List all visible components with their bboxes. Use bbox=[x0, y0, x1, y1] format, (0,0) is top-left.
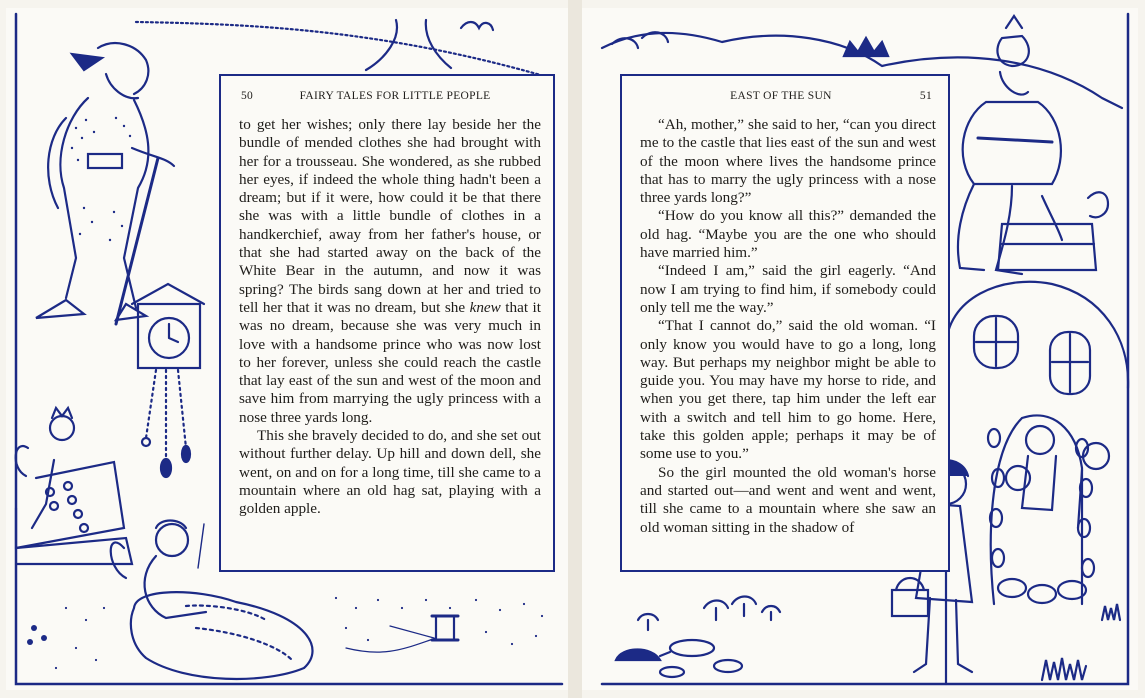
left-running-head bbox=[241, 90, 537, 102]
right-page-number: 51 bbox=[919, 90, 932, 102]
grass-tuft bbox=[1042, 658, 1086, 680]
book-gutter bbox=[568, 0, 582, 698]
left-text-panel bbox=[219, 74, 555, 572]
old-man-stipple bbox=[71, 117, 131, 241]
left-page bbox=[6, 8, 568, 690]
spool-of-thread bbox=[346, 616, 458, 652]
ground-stipple bbox=[27, 597, 543, 669]
left-body-text bbox=[239, 116, 541, 519]
right-paragraph-4: “That I cannot do,” said the old woman. “I only know you would have to go a long, long way. But perhaps my neighbor might be able to guide you. You may have my horse to ride, and when you get there, tap him under the left ear with a switch and tell him to go home. Here, take this golden apple; perhaps it may be of some use to you.” bbox=[640, 317, 936, 463]
crown-ornament bbox=[844, 38, 888, 56]
stone-tower bbox=[946, 282, 1128, 684]
treasure-chest bbox=[998, 192, 1108, 270]
left-paragraph-1: to get her wishes; only there lay beside her the bundle of mended clothes she had brought with her for a trousseau. She wondered, as she rubbed her eyes, if indeed the whole thing hadn't been a dream; but if it were, how could it be that there she was with a little bundle of clothes in a handkerchief, away from her father's house, or that she had started away on the back of the White Bear in the autumn, and now it was spring? The birds sang down at her and tried to tell her that it was no dream, but she knew that it was no dream, because she was very much in love with a handsome prince who was now lost to her forever, unless she could reach the castle that lay east of the sun and west of the moon and save him from marrying the ugly princess with a nose three yards long. bbox=[239, 116, 541, 426]
old-man-figure bbox=[36, 43, 174, 324]
right-text-panel bbox=[620, 74, 950, 572]
right-paragraph-2: “How do you know all this?” demanded the old hag. “Maybe you are the one who should have married him.” bbox=[640, 207, 936, 262]
right-page bbox=[582, 8, 1138, 690]
left-page-number: 50 bbox=[241, 90, 254, 102]
mushrooms bbox=[638, 597, 780, 631]
fairy-sewing bbox=[111, 521, 206, 619]
right-paragraph-5: So the girl mounted the old woman's horse and started out—and went and went and went, till she came to a mountain where she saw an old woman sitting in the shadow of bbox=[640, 463, 936, 536]
turtle bbox=[616, 650, 670, 661]
right-running-head bbox=[642, 90, 932, 102]
big-shoe bbox=[131, 592, 313, 679]
right-body-text bbox=[640, 116, 936, 537]
right-paragraph-1: “Ah, mother,” she said to her, “can you direct me to the castle that lies east of the sun and west of the moon where lives the handsome prince that has to marry the ugly princess with a nose three yards long?” bbox=[640, 116, 936, 207]
left-running-title: FAIRY TALES FOR LITTLE PEOPLE bbox=[299, 90, 491, 102]
children-in-doorway bbox=[1006, 426, 1109, 528]
right-running-title: EAST OF THE SUN bbox=[730, 90, 832, 102]
emphasis-knew: knew bbox=[469, 298, 501, 316]
fairy-on-boot bbox=[16, 408, 132, 564]
sultan-figure bbox=[958, 16, 1062, 274]
left-paragraph-2: This she bravely decided to do, and she set out without further delay. Up hill and down dell, she went, on and on for a long time, till she came to a mountain where an old hag sat, playing with a golden apple. bbox=[239, 427, 541, 518]
right-paragraph-3: “Indeed I am,” said the girl eagerly. “And now I am trying to find him, if somebody could only tell me the way.” bbox=[640, 262, 936, 316]
